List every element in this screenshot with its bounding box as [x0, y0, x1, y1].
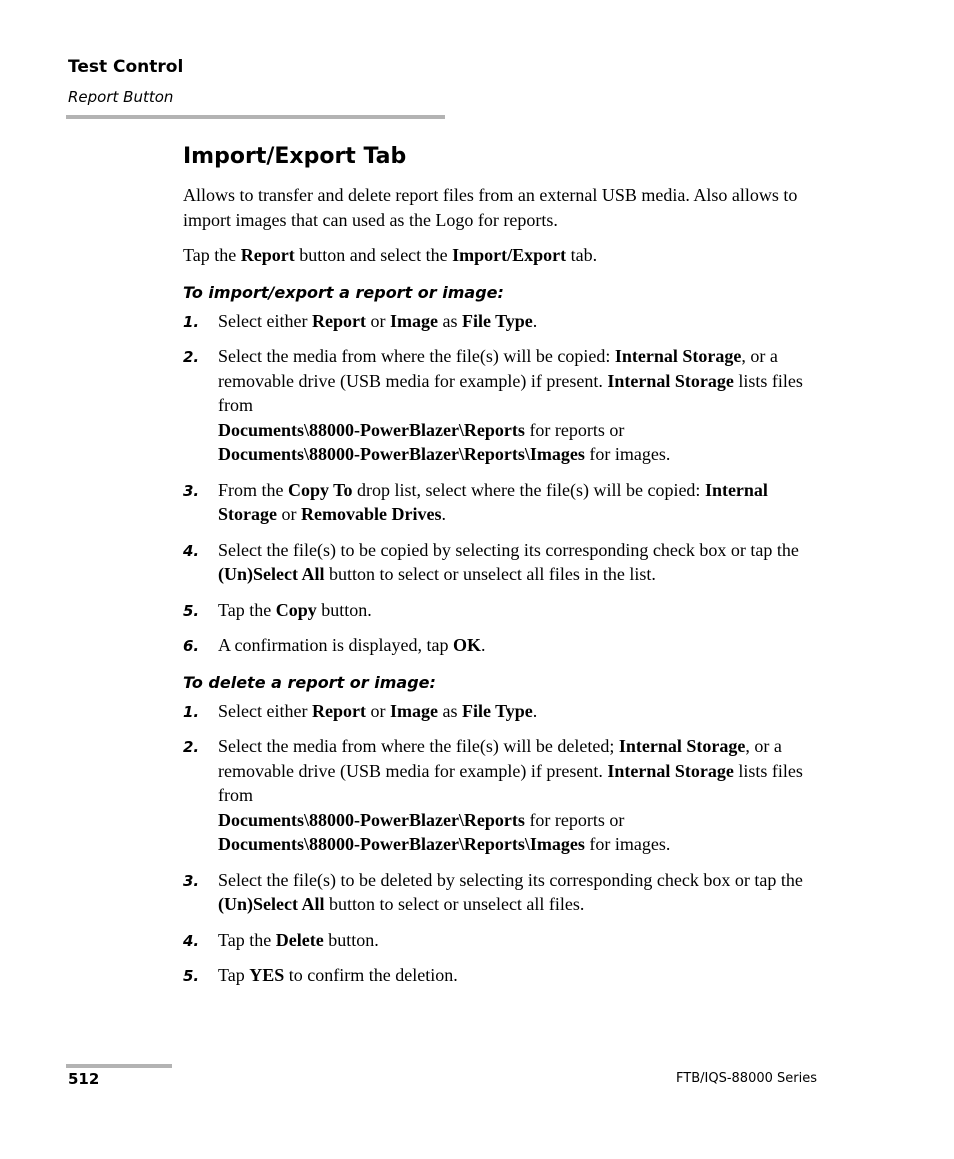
procedure-delete	[183, 699, 823, 988]
step-item: 5. Tap YES to confirm the deletion.	[183, 965, 458, 985]
section-intro: Allows to transfer and delete report files from an external USB media. Also allows to import images that can used as the Logo for reports.	[183, 185, 798, 230]
running-header-title: Test Control	[68, 57, 184, 77]
step-item: 5. Tap the Copy button.	[183, 599, 372, 620]
step-item: 1. Select either Report or Image as File Type.	[183, 310, 538, 331]
footer-rule	[66, 1064, 172, 1068]
step-item: 6. A confirmation is displayed, tap OK.	[183, 635, 486, 655]
step-item: 2. Select the media from where the file(s) will be deleted; Internal Storage, or a removable drive (USB media for example) if present. Internal Storage lists files from Documents\88000-PowerBlazer\Reports for reports or Documents\88000-PowerBlazer\Reports\Images for images.	[183, 736, 803, 854]
step-item: 4. Select the file(s) to be copied by selecting its corresponding check box or tap the (Un)Select All button to select or unselect all files in the list.	[183, 539, 799, 584]
running-header-subtitle: Report Button	[68, 88, 174, 106]
step-item: 3. From the Copy To drop list, select where the file(s) will be copied: Internal Storage or Removable Drives.	[183, 479, 768, 524]
step-item: 1. Select either Report or Image as File Type.	[183, 700, 538, 721]
step-item: 2. Select the media from where the file(s) will be copied: Internal Storage, or a removable drive (USB media for example) if present. Internal Storage lists files from Documents\88000-PowerBlazer\Reports for reports or Documents\88000-PowerBlazer\Reports\Images for images.	[183, 346, 803, 464]
page-number: 512	[68, 1070, 100, 1088]
header-rule	[66, 115, 445, 119]
procedure-title-delete: To delete a report or image:	[183, 672, 436, 692]
section-title: Import/Export Tab	[183, 144, 407, 169]
procedure-title-import-export: To import/export a report or image:	[183, 282, 504, 302]
step-item: 3. Select the file(s) to be deleted by selecting its corresponding check box or tap the (Un)Select All button to select or unselect all files.	[183, 869, 803, 914]
step-item: 4. Tap the Delete button.	[183, 929, 379, 950]
page-content	[183, 144, 823, 999]
tap-instruction: Tap the Report button and select the Import/Export tab.	[183, 245, 598, 265]
procedure-import-export	[183, 309, 823, 658]
product-series: FTB/IQS-88000 Series	[676, 1071, 817, 1086]
